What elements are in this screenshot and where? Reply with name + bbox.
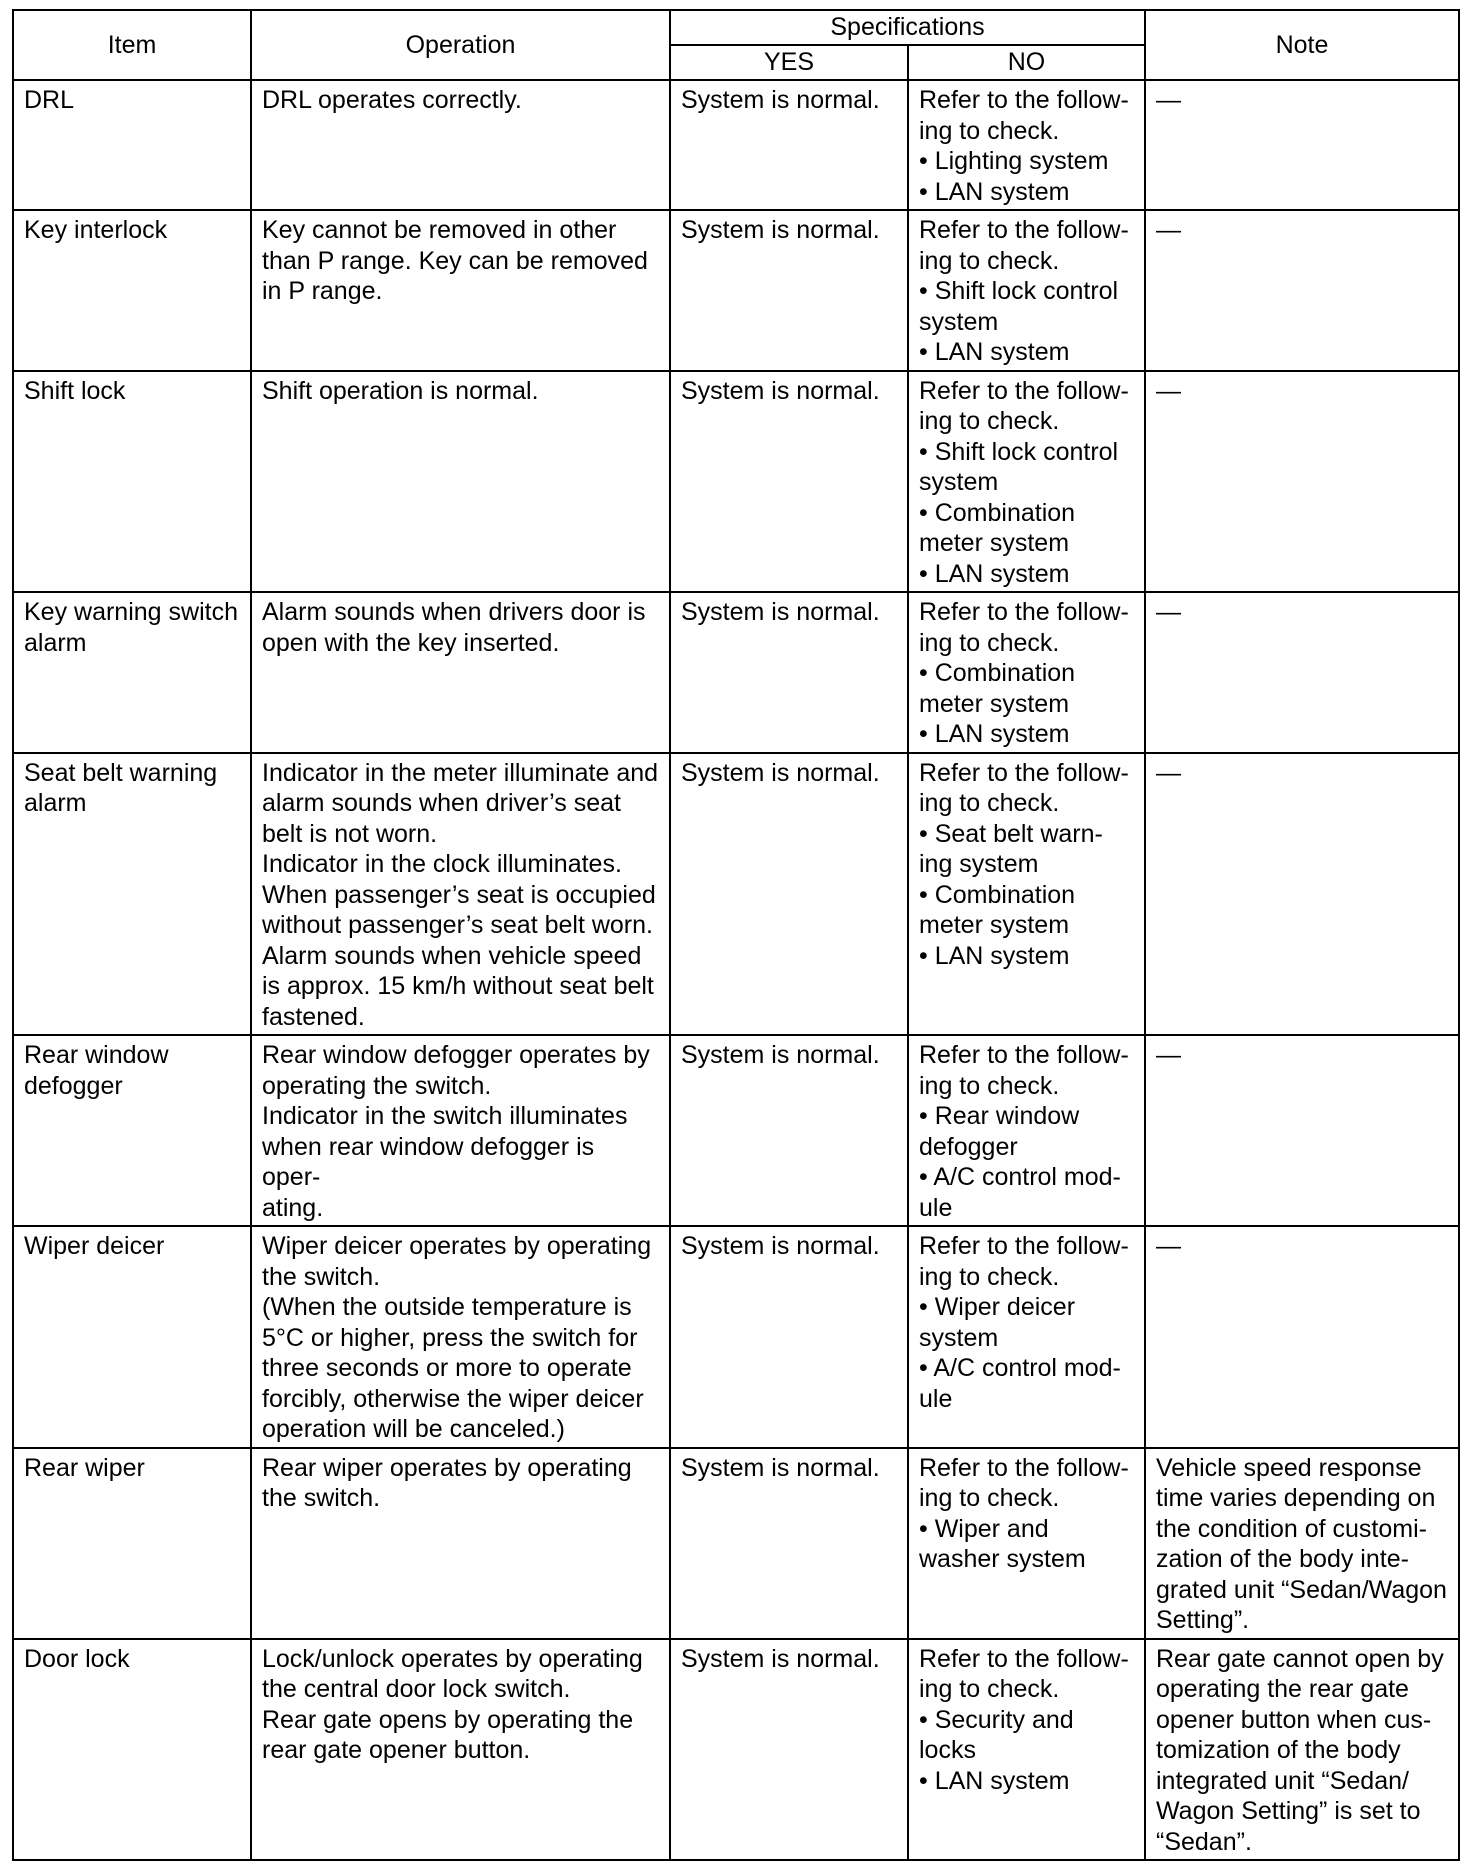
no-cell [908, 210, 1145, 371]
note-cell [1145, 592, 1459, 753]
table-row [13, 753, 1459, 1036]
no-cell-line: meter system [919, 529, 1070, 557]
item-cell [13, 1448, 251, 1639]
no-cell-line: ing system [919, 850, 1039, 878]
note-cell-line: “Sedan”. [1156, 1827, 1252, 1856]
no-cell-line: Refer to the follow- [919, 1644, 1129, 1673]
no-cell-line: ule [919, 1193, 953, 1222]
no-cell-line: ing to check. [919, 116, 1060, 145]
note-cell-line: opener button when cus- [1156, 1705, 1432, 1734]
operation-cell-line: three seconds or more to operate [262, 1354, 632, 1382]
no-cell-line: • Seat belt warn- [919, 819, 1103, 848]
operation-cell-line: Key cannot be removed in other [262, 216, 617, 244]
operation-cell-line: belt is not worn. [262, 819, 438, 848]
operation-cell-line: Indicator in the clock illuminates. [262, 850, 622, 878]
no-cell-line: Refer to the follow- [919, 1453, 1129, 1482]
operation-cell-line: (When the outside temperature is [262, 1293, 632, 1321]
note-cell-line: Wagon Setting” is set to [1156, 1797, 1421, 1825]
no-cell-line: locks [919, 1736, 976, 1764]
note-cell-line: — [1156, 758, 1181, 787]
yes-cell: System is normal. [670, 210, 908, 371]
item-cell-line: alarm [24, 628, 87, 657]
table-row [13, 592, 1459, 753]
no-cell [908, 1448, 1145, 1639]
note-cell [1145, 1448, 1459, 1639]
note-cell [1145, 80, 1459, 210]
operation-cell [251, 592, 670, 753]
operation-cell-line: operating the switch. [262, 1071, 492, 1100]
no-cell-line: Refer to the follow- [919, 216, 1129, 244]
item-cell-line: Key interlock [24, 216, 168, 244]
note-cell-line: time varies depending on [1156, 1484, 1436, 1512]
operation-cell-line: Alarm sounds when drivers door is [262, 598, 646, 626]
note-cell [1145, 1639, 1459, 1861]
note-cell-line: Setting”. [1156, 1606, 1250, 1634]
note-cell [1145, 210, 1459, 371]
item-cell [13, 80, 251, 210]
no-cell-line: meter system [919, 689, 1070, 718]
operation-cell-line: the switch. [262, 1484, 381, 1512]
no-cell-line: • Wiper deicer [919, 1293, 1076, 1321]
no-cell-line: washer system [919, 1545, 1086, 1573]
note-cell-line: Rear gate cannot open by [1156, 1644, 1444, 1673]
item-cell [13, 1035, 251, 1226]
item-cell-line: Wiper deicer [24, 1232, 165, 1260]
operation-cell-line: ating. [262, 1193, 324, 1222]
no-cell-line: ing to check. [919, 1675, 1060, 1703]
note-cell [1145, 371, 1459, 593]
no-cell-line: ing to check. [919, 407, 1060, 435]
table-row [13, 1035, 1459, 1226]
note-cell-line: — [1156, 376, 1181, 405]
operation-cell-line: Alarm sounds when vehicle speed [262, 941, 642, 970]
no-cell-line: ing to check. [919, 789, 1060, 817]
no-cell-line: • LAN system [919, 559, 1070, 588]
no-cell-line: • Combination [919, 659, 1076, 687]
no-cell-line: ing to check. [919, 1484, 1060, 1512]
item-cell [13, 1226, 251, 1448]
yes-cell: System is normal. [670, 1448, 908, 1639]
no-cell-line: defogger [919, 1132, 1018, 1161]
item-cell-line: alarm [24, 789, 87, 817]
yes-cell: System is normal. [670, 1639, 908, 1861]
operation-cell [251, 371, 670, 593]
operation-cell-line: forcibly, otherwise the wiper deicer [262, 1384, 644, 1413]
yes-cell: System is normal. [670, 1035, 908, 1226]
note-cell-line: — [1156, 86, 1181, 114]
table-body [13, 80, 1459, 1860]
no-cell [908, 1035, 1145, 1226]
operation-cell [251, 1035, 670, 1226]
operation-cell-line: alarm sounds when driver’s seat [262, 789, 621, 817]
note-cell-line: — [1156, 216, 1181, 244]
note-cell-line: Vehicle speed response [1156, 1453, 1422, 1482]
operation-cell-line: DRL operates correctly. [262, 86, 522, 114]
note-cell-line: — [1156, 1041, 1181, 1069]
note-cell-line: zation of the body inte- [1156, 1545, 1409, 1573]
item-cell [13, 1639, 251, 1861]
no-cell-line: • Combination [919, 498, 1076, 527]
no-cell-line: ing to check. [919, 1262, 1060, 1291]
no-cell-line: • Wiper and [919, 1514, 1049, 1543]
no-cell-line: • A/C control mod- [919, 1163, 1121, 1191]
no-cell-line: • LAN system [919, 941, 1070, 970]
specification-table [12, 9, 1460, 1861]
no-cell-line: • LAN system [919, 1766, 1070, 1795]
no-cell-line: • A/C control mod- [919, 1354, 1121, 1382]
operation-cell [251, 1639, 670, 1861]
note-cell-line: operating the rear gate [1156, 1675, 1409, 1703]
no-cell-line: ing to check. [919, 628, 1060, 657]
item-cell-line: Door lock [24, 1644, 130, 1673]
item-cell [13, 371, 251, 593]
no-cell-line: system [919, 468, 999, 496]
yes-cell: System is normal. [670, 80, 908, 210]
operation-cell-line: open with the key inserted. [262, 628, 560, 657]
operation-cell [251, 210, 670, 371]
operation-cell [251, 753, 670, 1036]
yes-cell: System is normal. [670, 592, 908, 753]
operation-cell-line: the switch. [262, 1262, 381, 1291]
item-cell-line: DRL [24, 86, 75, 114]
no-cell-line: • Lighting system [919, 147, 1109, 175]
no-cell [908, 80, 1145, 210]
no-cell-line: system [919, 1323, 999, 1352]
operation-cell [251, 80, 670, 210]
no-cell-line: Refer to the follow- [919, 598, 1129, 626]
operation-cell-line: operation will be canceled.) [262, 1415, 565, 1443]
operation-cell-line: Shift operation is normal. [262, 376, 539, 405]
item-cell [13, 753, 251, 1036]
operation-cell-line: when rear window defogger is oper- [262, 1132, 595, 1191]
operation-cell-line: Rear wiper operates by operating [262, 1453, 632, 1482]
note-cell [1145, 1035, 1459, 1226]
no-cell [908, 371, 1145, 593]
yes-cell: System is normal. [670, 1226, 908, 1448]
table-row [13, 371, 1459, 593]
no-cell [908, 592, 1145, 753]
no-cell-line: • Shift lock control [919, 277, 1119, 305]
item-cell-line: defogger [24, 1071, 123, 1100]
operation-cell-line: without passenger’s seat belt worn. [262, 911, 653, 939]
no-cell-line: • Combination [919, 880, 1076, 909]
yes-cell: System is normal. [670, 753, 908, 1036]
header-note: Note [1145, 10, 1459, 80]
table-row [13, 210, 1459, 371]
note-cell-line: — [1156, 598, 1181, 626]
no-cell-line: ing to check. [919, 1071, 1060, 1100]
operation-cell-line: Rear gate opens by operating the [262, 1705, 634, 1734]
operation-cell-line: in P range. [262, 277, 383, 305]
no-cell-line: Refer to the follow- [919, 1041, 1129, 1069]
item-cell-line: Seat belt warning [24, 758, 218, 787]
no-cell-line: • LAN system [919, 720, 1070, 748]
note-cell-line: grated unit “Sedan/Wagon [1156, 1575, 1447, 1604]
operation-cell-line: is approx. 15 km/h without seat belt [262, 972, 654, 1000]
item-cell-line: Rear wiper [24, 1453, 145, 1482]
yes-cell: System is normal. [670, 371, 908, 593]
header-item: Item [13, 10, 251, 80]
operation-cell-line: 5°C or higher, press the switch for [262, 1323, 638, 1352]
no-cell-line: Refer to the follow- [919, 1232, 1129, 1260]
table-row [13, 1639, 1459, 1861]
operation-cell-line: rear gate opener button. [262, 1736, 531, 1764]
no-cell-line: • Rear window [919, 1102, 1080, 1130]
no-cell-line: • LAN system [919, 177, 1070, 206]
no-cell-line: system [919, 307, 999, 336]
operation-cell-line: the central door lock switch. [262, 1675, 571, 1703]
item-cell [13, 592, 251, 753]
note-cell-line: the condition of customi- [1156, 1514, 1427, 1543]
header-specifications: Specifications [670, 10, 1145, 45]
header-yes: YES [670, 45, 908, 80]
header-no: NO [908, 45, 1145, 80]
operation-cell-line: Wiper deicer operates by operating [262, 1232, 652, 1260]
table-row [13, 1226, 1459, 1448]
operation-cell-line: fastened. [262, 1002, 365, 1031]
operation-cell-line: Indicator in the switch illuminates [262, 1102, 628, 1130]
note-cell-line: — [1156, 1232, 1181, 1260]
item-cell-line: Rear window [24, 1041, 169, 1069]
note-cell [1145, 1226, 1459, 1448]
item-cell [13, 210, 251, 371]
operation-cell-line: Lock/unlock operates by operating [262, 1644, 643, 1673]
no-cell-line: • Security and [919, 1705, 1074, 1734]
operation-cell-line: than P range. Key can be removed [262, 246, 648, 275]
operation-cell-line: When passenger’s seat is occupied [262, 880, 656, 909]
note-cell-line: tomization of the body [1156, 1736, 1401, 1764]
table-row [13, 1448, 1459, 1639]
item-cell-line: Key warning switch [24, 598, 238, 626]
no-cell-line: Refer to the follow- [919, 86, 1129, 114]
item-cell-line: Shift lock [24, 376, 126, 405]
note-cell [1145, 753, 1459, 1036]
operation-cell-line: Rear window defogger operates by [262, 1041, 650, 1069]
no-cell-line: • Shift lock control [919, 437, 1119, 466]
no-cell [908, 1639, 1145, 1861]
no-cell-line: meter system [919, 911, 1070, 939]
note-cell-line: integrated unit “Sedan/ [1156, 1766, 1409, 1795]
table-row [13, 80, 1459, 210]
header-operation: Operation [251, 10, 670, 80]
operation-cell-line: Indicator in the meter illuminate and [262, 758, 659, 787]
operation-cell [251, 1448, 670, 1639]
no-cell-line: ule [919, 1384, 953, 1413]
no-cell [908, 753, 1145, 1036]
no-cell-line: Refer to the follow- [919, 376, 1129, 405]
no-cell-line: Refer to the follow- [919, 758, 1129, 787]
no-cell-line: ing to check. [919, 246, 1060, 275]
no-cell [908, 1226, 1145, 1448]
no-cell-line: • LAN system [919, 338, 1070, 366]
operation-cell [251, 1226, 670, 1448]
